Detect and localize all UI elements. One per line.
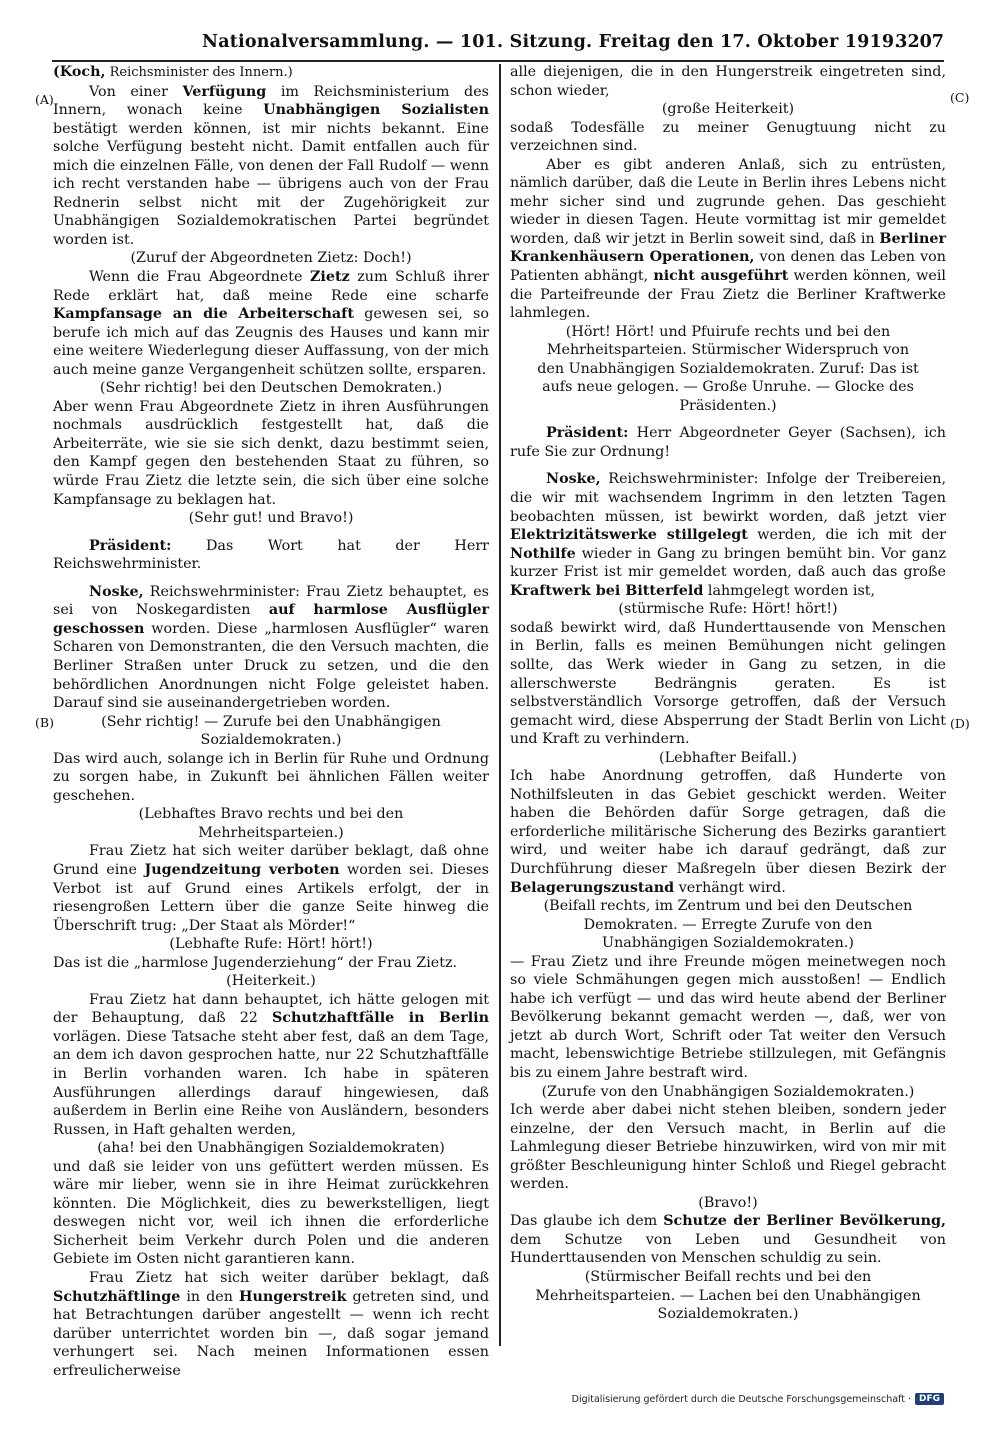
paragraph: Aber wenn Frau Abgeordnete Zietz in ihren Ausführungen nochmals ausdrücklich festgestellt hat, daß die Arbeiterräte, wie sie sie sich denkt, dazu bestimmt seien, den Kampf gegen den bestehenden Staat zu führen, so würde Frau Zietz die letzte sein, die sich über eine solche Kampfansage zu beklagen hat. <box>53 398 489 508</box>
page-header <box>52 30 944 62</box>
paragraph: Von einer Verfügung im Reichsministerium des Innern, wonach keine Unabhängigen Sozialisten bestätigt werden können, ist mir nichts bekannt. Eine solche Verfügung besteht nicht. Damit entfallen auch für mich die einzelnen Fälle, von denen der Fall Rudolf — wenn ich recht verstanden habe — übrigens auch von der Frau Rednerin selbst nicht mit der Zugehörigkeit zur Unabhängigen Sozialdemokratischen Partei begründet worden ist. <box>53 83 490 248</box>
left-column <box>53 63 489 1380</box>
speaker-paragraph: Präsident: Herr Abgeordneter Geyer (Sachsen), ich rufe Sie zur Ordnung! <box>510 425 946 460</box>
margin-mark-a: (A) <box>35 92 54 107</box>
interjection: (Sehr gut! und Bravo!) <box>188 510 354 527</box>
interjection: (Lebhafter Beifall.) <box>659 749 797 766</box>
paragraph: Das wird auch, solange ich in Berlin für Ruhe und Ordnung zu sorgen habe, in Zukunft bei ähnlichen Fällen weiter geschehen. <box>53 750 489 804</box>
speaker-paragraph: Noske, Reichswehrminister: Infolge der Treibereien, die wir mit wachsendem Ingrimm in den letzten Tagen beobachten müssen, ist bewirkt worden, daß jetzt vier Elektrizitätswerke stillgelegt werden, die ich mit der Nothilfe wieder in Gang zu bringen bemüht bin. Vor ganz kurzer Frist ist mir gemeldet worden, daß auch das große Kraftwerk bei Bitterfeld lahmgelegt worden ist, <box>510 471 946 599</box>
column-divider <box>499 64 501 1346</box>
interjection: (Lebhafte Rufe: Hört! hört!) <box>169 936 373 953</box>
interjection: (Zurufe von den Unabhängigen Sozialdemokraten.) <box>541 1083 915 1100</box>
speaker-continuation <box>53 63 489 83</box>
dfg-logo: DFG <box>915 1393 944 1405</box>
speaker-name: Präsident: <box>546 425 629 442</box>
paragraph: Frau Zietz hat sich weiter darüber beklagt, daß ohne Grund eine Jugendzeitung verboten worden sei. Dieses Verbot ist auf Grund eines Artikels erfolgt, der in riesengroßen Lettern über die ganze Seite hinweg die Überschrift trug: „Der Staat als Mörder!“ <box>53 843 489 934</box>
interjection: (aha! bei den Unabhängigen Sozialdemokraten) <box>97 1140 445 1157</box>
interjection: (Bravo!) <box>698 1194 758 1211</box>
credit-text: Digitalisierung gefördert durch die Deutsche Forschungsgemeinschaft · <box>571 1393 911 1405</box>
interjection: (Beifall rechts, im Zentrum und bei den Deutschen Demokraten. — Erregte Zurufe von den Unabhängigen Sozialdemokraten.) <box>543 898 913 952</box>
interjection: (Stürmischer Beifall rechts und bei den Mehrheitsparteien. — Lachen bei den Unabhängigen Sozialdemokraten.) <box>535 1269 921 1323</box>
paragraph: Wenn die Frau Abgeordnete Zietz zum Schluß ihrer Rede erklärt hat, daß meine Rede eine scharfe Kampfansage an die Arbeiterschaft gewesen sei, so berufe ich mich auf das Zeugnis des Hauses und kann mir eine weitere Wiederlegung dieser Auffassung, von der mich auch meine ganze Vergangenheit schützen sollte, ersparen. <box>53 269 490 378</box>
speaker-paragraph: Präsident: Das Wort hat der Herr Reichswehrminister. <box>53 537 489 573</box>
digitization-credit <box>572 1393 944 1405</box>
interjection: (stürmische Rufe: Hört! hört!) <box>618 601 838 618</box>
margin-mark-b: (B) <box>35 715 54 730</box>
header-title: Nationalversammlung. — 101. Sitzung. Freitag den 17. Oktober 1919. <box>202 32 901 52</box>
interjection: (Sehr richtig! bei den Deutschen Demokraten.) <box>99 380 443 397</box>
right-column <box>510 63 946 1324</box>
paragraph: Aber es gibt anderen Anlaß, sich zu entrüsten, nämlich darüber, daß die Leute in Berlin ihres Lebens nicht mehr sicher sind und zugrunde gehen. Das geschieht wieder in diesen Tagen. Heute vormittag ist mir gemeldet worden, daß wir jetzt in Berlin soweit sind, daß in Berliner Krankenhäusern Operationen, von denen das Leben von Patienten abhängt, nicht ausgeführt werden können, weil die Parteifreunde der Frau Zietz die Berliner Kraftwerke lahmlegen. <box>510 156 946 322</box>
paragraph: sodaß Todesfälle zu meiner Genugtuung nicht zu verzeichnen sind. <box>510 119 946 155</box>
interjection: (Zuruf der Abgeordneten Zietz: Doch!) <box>130 250 412 267</box>
margin-mark-c: (C) <box>950 90 970 105</box>
paragraph: Ich werde aber dabei nicht stehen bleiben, sondern jeder einzelne, der den Versuch macht, in Berlin auf die Lahmlegung dieser Betriebe hinzuwirken, wird von mir mit größter Beschleunigung hinter Schloß und Riegel gebracht werden. <box>510 1102 946 1193</box>
interjection: (Lebhaftes Bravo rechts und bei den Mehrheitsparteien.) <box>138 806 404 841</box>
paragraph: — Frau Zietz und ihre Freunde mögen meinetwegen noch so viele Schmähungen gegen mich ausstoßen! — Endlich habe ich verfügt — und das wird heute abend der Berliner Bevölkerung bekannt gemacht werden —, daß, wer von jetzt ab durch Wort, Schrift oder Tat weiter den Versuch macht, lebenswichtige Betriebe stillzulegen, mit Gefängnis bis zu einem Jahre bestraft wird. <box>510 953 946 1081</box>
paragraph: und daß sie leider von uns gefüttert werden müssen. Es wäre mir lieber, wenn sie in ihre Heimat zurückkehren könnten. Die Möglichkeit, dies zu bewerkstelligen, liegt deswegen nicht vor, weil ich ihnen die erforderliche Sicherheit beim Verkehr durch Polen und die anderen Gebiete im Osten nicht garantieren kann. <box>53 1158 489 1268</box>
speaker-role: Reichsminister des Innern.) <box>105 65 293 80</box>
paragraph: sodaß bewirkt wird, daß Hunderttausende von Menschen in Berlin, falls es meinen Bemühungen nicht gelingen sollte, das Werk wieder in Gang zu setzen, in die allerschwerste Bedrängnis geraten. Es ist selbstverständlich Vorsorge getroffen, daß der Versuch gemacht wird, diese Absperrung der Stadt Berlin von Licht und Kraft zu verhindern. <box>510 619 946 748</box>
paragraph: Das glaube ich dem Schutze der Berliner Bevölkerung, dem Schutze von Leben und Gesundheit von Hunderttausenden von Menschen schuldig zu sein. <box>510 1213 947 1267</box>
margin-mark-d: (D) <box>950 716 970 731</box>
interjection: (große Heiterkeit) <box>661 101 795 118</box>
paragraph: alle diejenigen, die in den Hungerstreik eingetreten sind, schon wieder, <box>510 64 946 99</box>
speaker-paragraph: Noske, Reichswehrminister: Frau Zietz behauptet, es sei von Noskegardisten auf harmlose Ausflügler geschossen worden. Diese „harmlosen Ausflügler“ waren Scharen von Demonstranten, die den Versuch machten, die Berliner Straßen unter Druck zu setzen, und die den behördlichen Anordnungen nicht Folge geleistet haben. Darauf sind sie auseinandergetrieben worden. <box>53 583 490 712</box>
speaker-name: Noske, <box>546 471 601 488</box>
page-number: 3207 <box>895 32 944 52</box>
speaker-name: Präsident: <box>89 537 172 554</box>
paragraph: Frau Zietz hat sich weiter darüber beklagt, daß Schutzhäftlinge in den Hungerstreik getreten sind, und hat Betrachtungen darüber angestellt — wenn ich recht darüber unterrichtet worden bin —, daß sogar jemand verhungert sei. Nach meinen Informationen essen erfreulicherweise <box>53 1270 489 1379</box>
interjection: (Hört! Hört! und Pfuirufe rechts und bei den Mehrheitsparteien. Stürmischer Widerspruch von den Unabhängigen Sozialdemokraten. Zuruf: Das ist aufs neue gelogen. — Große Unruhe. — Glocke des Präsidenten.) <box>537 323 919 414</box>
interjection: (Sehr richtig! — Zurufe bei den Unabhängigen Sozialdemokraten.) <box>101 713 441 749</box>
paragraph: Das ist die „harmlose Jugenderziehung“ der Frau Zietz. <box>53 954 458 971</box>
paragraph: Frau Zietz hat dann behauptet, ich hätte gelogen mit der Behauptung, daß 22 Schutzhaftfälle in Berlin vorlägen. Diese Tatsache steht aber fest, daß an dem Tage, an dem ich davon gesprochen hatte, nur 22 Schutzhaftfälle in Berlin vorhanden waren. Ich habe in späteren Ausführungen allerdings darauf hingewiesen, daß außerdem in Berlin eine Reihe von Ausländern, besonders Russen, in Haft gehalten werden, <box>53 991 489 1138</box>
speaker-name: (Koch, <box>53 64 106 80</box>
interjection: (Heiterkeit.) <box>226 973 316 990</box>
paragraph: Ich habe Anordnung getroffen, daß Hunderte von Nothilfsleuten in das Gebiet geschickt werden. Weiter haben die Behörden dafür Sorge getragen, daß die erforderliche militärische Sicherung des Bezirks garantiert wird, und weiter habe ich darauf gedrängt, daß zur Durchführung dieser Maßregeln über diesen Bezirk der Belagerungszustand verhängt wird. <box>510 768 946 896</box>
speaker-name: Noske, <box>89 583 144 600</box>
